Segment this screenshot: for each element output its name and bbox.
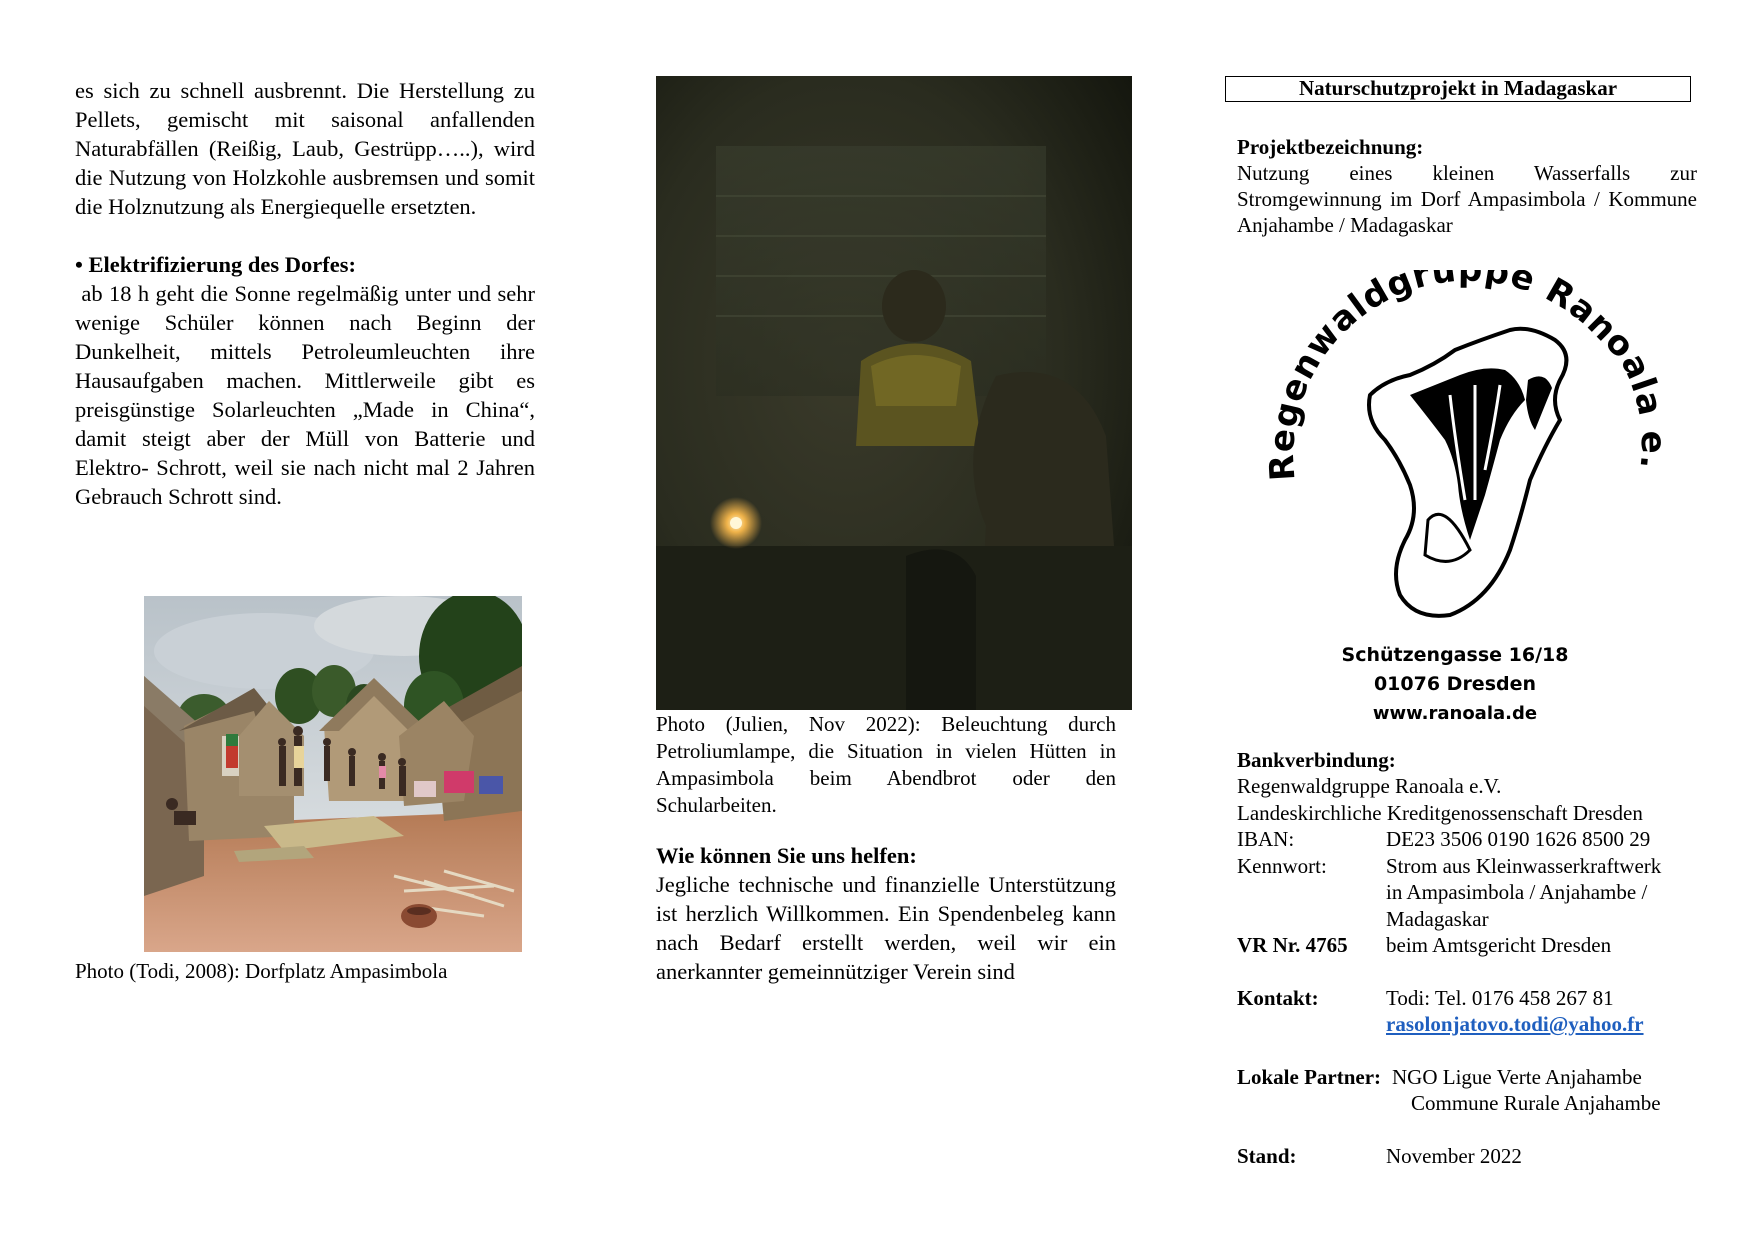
stand-value: November 2022 [1386,1144,1522,1168]
project-label: Projektbezeichnung: [1237,135,1424,159]
kennwort-line-3: Madagaskar [1386,907,1489,931]
kennwort-label: Kennwort: [1237,854,1327,878]
iban-value: DE23 3506 0190 1626 8500 29 [1386,827,1651,851]
lamp-photo-illustration [656,76,1132,710]
stand-label: Stand: [1237,1144,1297,1168]
contact-email-link[interactable]: rasolonjatovo.todi@yahoo.fr [1386,1012,1644,1036]
local-partner-1: NGO Ligue Verte Anjahambe [1392,1065,1642,1089]
contact-phone: Todi: Tel. 0176 458 267 81 [1386,986,1614,1010]
ranoala-logo [1260,270,1680,640]
electrification-heading: • Elektrifizierung des Dorfes: [75,252,356,277]
column-1-text [75,76,547,511]
project-header-box: Naturschutzprojekt in Madagaskar [1225,76,1691,102]
help-heading: Wie können Sie uns helfen: [656,843,917,868]
project-description: Nutzung eines kleinen Wasserfalls zur Stromgewinnung im Dorf Ampasimbola / Kommune Anjahambe / Madagaskar [1237,161,1697,237]
bank-label: Bankverbindung: [1237,748,1396,772]
paragraph-gap [75,221,535,250]
logo-arc-text: Regenwaldgru pe Ranoala e. [1261,270,1673,483]
vr-court: beim Amtsgericht Dresden [1386,933,1612,957]
kennwort-line-1: Strom aus Kleinwasserkraftwerk [1386,854,1662,878]
help-paragraph: Jegliche technische und finanzielle Unterstützung ist herzlich Willkommen. Ein Spendenbeleg kann nach Bedarf erstellt werden, weil wir ein anerkannter gemeinnütziger Verein sind [656,872,1116,984]
contact-label: Kontakt: [1237,986,1319,1010]
bank-institute: Landeskirchliche Kreditgenossenschaft Dresden [1237,801,1643,825]
address-street: Schützengasse 16/18 [1341,644,1569,666]
bank-account-holder: Regenwaldgruppe Ranoala e.V. [1237,774,1502,798]
madagascar-logo-icon [1260,270,1680,640]
petroleum-lamp-photo [656,76,1132,710]
kennwort-line-2: in Ampasimbola / Anjahambe / [1386,880,1648,904]
local-partner-2: Commune Rurale Anjahambe [1411,1091,1661,1115]
website-text: www.ranoala.de [1372,703,1538,724]
vr-number: VR Nr. 4765 [1237,933,1348,957]
village-square-photo [144,596,522,952]
village-photo-illustration [144,596,522,952]
electrification-paragraph: ab 18 h geht die Sonne regelmäßig unter und sehr wenige Schüler können nach Beginn der Dunkelheit, mittels Petroleumleuchten ihre Hausaufgaben machen. Mittlerweile gibt es preisgünstige Solarleuchten „Made in China“, damit steigt aber der Müll von Batterie und Elektro- Schrott, weil sie nach nicht mal 2 Jahren Gebrauch Schrott sind. [75,281,547,509]
village-photo-caption: Photo (Todi, 2008): Dorfplatz Ampasimbola [75,959,448,983]
lamp-photo-caption: Photo (Julien, Nov 2022): Beleuchtung durch Petroliumlampe, die Situation in vielen Hütten in Ampasimbola beim Abendbrot oder den Schularbeiten. [656,712,1116,817]
address-city: 01076 Dresden [1373,673,1537,695]
local-partner-label: Lokale Partner: [1237,1065,1382,1089]
pellets-paragraph: es sich zu schnell ausbrennt. Die Herstellung zu Pellets, gemischt mit saisonal anfallenden Naturabfällen (Reißig, Laub, Gestrüpp…..), wird die Nutzung von Holzkohle ausbremsen und somit die Holznutzung als Energiequelle ersetzten. [75,78,535,219]
iban-label: IBAN: [1237,827,1295,851]
